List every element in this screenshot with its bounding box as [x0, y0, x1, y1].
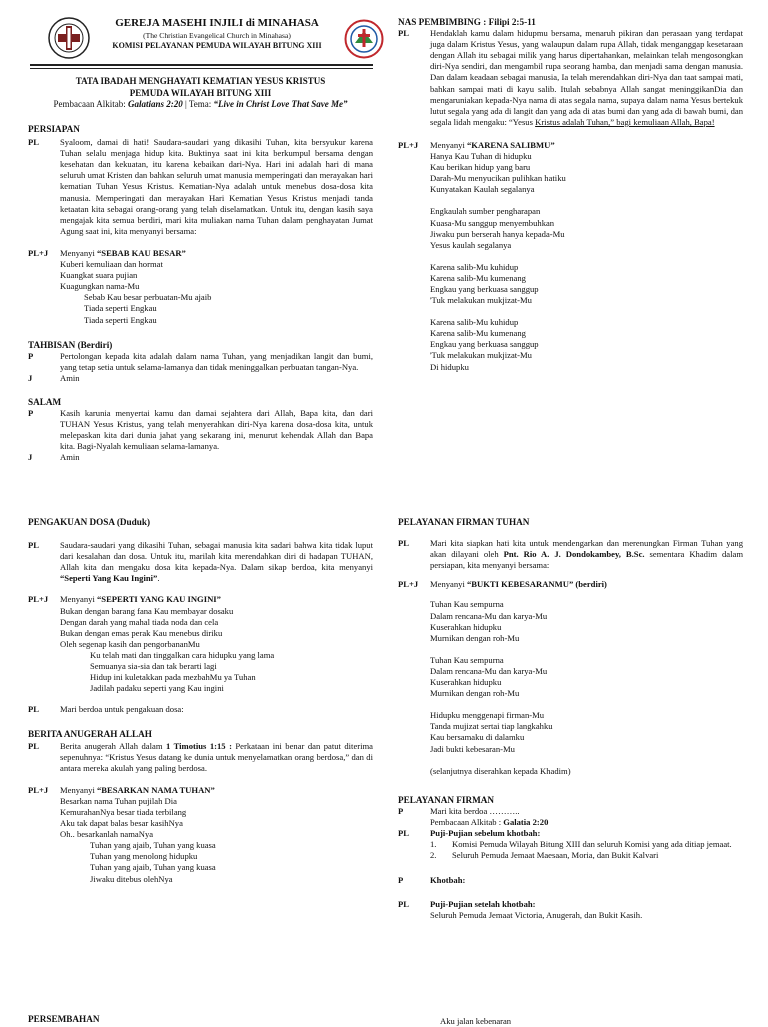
reading-and-theme: Pembacaan Alkitab: Galatians 2:20 | Tema: “Live in Christ Love That Save Me” [53, 99, 348, 109]
persiapan-paragraph: PL Syaloom, damai di hati! Saudara-saudari yang dikasihi Tuhan, kita bersyukur karena Tuhan selalu menjaga hidup kita. Buktinya saat ini kita berkumpul bersama dengan kesehatan dan kekuatan, itu karena kebaikan dari-Nya. Hari ini adalah hari di mana seluruh umat Kristen dan bahkan seluruh umat manusia memperingati dan merayakan hari kematian Tuhan Yesus Kristus. Kematian-Nya adalah untuk menebus dosa-dosa kita manusia. Memperingati dan merayakan Hari Kematian Yesus Kristus menjadi tanda ketaatan kita sebagai orang-orang yang telah diselamatkan. Untuk itu, dengan kasih saya mengajak kita semua berdiri, mari kita muliakan nama Tuhan dalam penghayatan Jumat Agung saat ini, kita menyanyi bersama: [28, 137, 373, 236]
tahbisan-p: P Pertolongan kepada kita adalah dalam nama Tuhan, yang menjadikan langit dan bumi, yang tetap setia untuk selama-lamanya dan tidak meninggalkan perbuatan tangan-Nya. [28, 350, 373, 372]
pujian-item-2: 2. Seluruh Pemuda Jemaat Maesaan, Moria, dan Bukit Kalvari [430, 850, 659, 861]
reading-reference: Galatians 2:20 [127, 99, 183, 109]
persembahan-partial: PERSEMBAHAN [28, 1014, 100, 1024]
song-sebab-kau-besar-heading: PL+J Menyanyi “SEBAB KAU BESAR” [28, 247, 186, 258]
pujian-setelah: PL Puji-Pujian setelah khotbah: [398, 899, 536, 910]
letterhead [28, 14, 373, 64]
berita-paragraph: PL Berita anugerah Allah dalam 1 Timotius 1:15 : Perkataan ini benar dan patut diterima sepenuhnya: “Kristus Yesus datang ke dunia untuk menyelamatkan orang berdosa,” dan di antara mereka akulah yang paling berdosa. [28, 740, 374, 773]
firman-paragraph: PL Mari kita siapkan hati kita untuk mendengarkan dan merenungkan Firman Tuhan yang akan dilayani oleh Pnt. Rio A. J. Dondokambey, B.Sc. sementara Khadim dalam persiapan, kita menyanyi bersama: [398, 538, 744, 571]
salam-j: J Amin [28, 452, 80, 463]
theme-text: “Live in Christ Love That Save Me” [213, 99, 348, 109]
right-column-bottom [398, 517, 743, 922]
commission-name: KOMISI PELAYANAN PEMUDA WILAYAH BITUNG XIII [112, 41, 322, 50]
nas-heading: NAS PEMBIMBING : Filipi 2:5-11 [398, 17, 536, 27]
nas-paragraph: PL Hendaklah kamu dalam hidupmu bersama, menaruh pikiran dan perasaan yang terdapat juga dalam Kristus Yesus, yang walaupun dalam rupa Allah, tidak menganggap kesetaraan dengan Allah itu sebagai milik yang harus dipertahankan, melainkan telah mengosongkan diri-Nya sendiri, dan mengambil rupa seorang hamba, dan menjadi sama dengan manusia. Dan dalam keadaan sebagai manusia, Ia telah merendahkan diri-Nya dan taat sampai mati, bahkan sampai mati di kayu salib. Itulah sebabnya Allah sangat meninggikanDia dan mengaruniakan kepada-Nya nama di atas segala nama, supaya dalam nama Yesus bertekuk lutut segala yang ada di langit dan yang ada di atas bumi dan yang ada di bawah bumi, dan segala lidah mengaku: “Yesus Kristus adalah Tuhan,” bagi kemuliaan Allah, Bapa! [398, 28, 743, 127]
firman-heading: PELAYANAN FIRMAN TUHAN [398, 517, 530, 527]
pengakuan-heading: PENGAKUAN DOSA (Duduk) [28, 517, 151, 527]
header-rule-thick [30, 64, 373, 66]
right-column-top [398, 17, 743, 373]
pujian-sebelum: PL Puji-Pujian sebelum khotbah: [398, 827, 541, 838]
song-besarkan-heading: PL+J Menyanyi “BESARKAN NAMA TUHAN” [28, 784, 215, 795]
pelayanan-firman-heading: PELAYANAN FIRMAN [398, 794, 495, 805]
letterhead-text [88, 17, 346, 50]
title-line-1: TATA IBADAH MENGHAYATI KEMATIAN YESUS KRISTUS [75, 76, 326, 86]
tahbisan-j: J Amin [28, 372, 80, 383]
pujian-item-1: 1. Komisi Pemuda Wilayah Bitung XIII dan seluruh Komisi yang ada ditiap jemaat. [430, 839, 732, 850]
song-karena-salibmu-lyrics: Hanya Kau Tuhan di hidupku Kau berikan hidup yang baru Darah-Mu menyucikan pulihkan hatiku Kunyatakan Kaulah segalanya Engkaulah sumber pengharapan Kuasa-Mu sanggup menyembuhkan Jiwaku pun berserah hanya kepada-Mu Yesus kaulah segalanya Karena salib-Mu kuhidup Karena salib-Mu kumenang Engkau yang berkuasa sanggup 'Tuk melakukan mukjizat-Mu Karena salib-Mu kuhidup Karena salib-Mu kumenang Engkau yang berkuasa sanggup 'Tuk melakukan mukjizat-Mu Di hidupku [430, 151, 566, 372]
title-line-2: PEMUDA WILAYAH BITUNG XIII [129, 87, 272, 98]
song-bukti-heading: PL+J Menyanyi “BUKTI KEBESARANMU” (berdiri) [398, 579, 607, 590]
song-karena-salibmu-heading: PL+J Menyanyi “KARENA SALIBMU” [398, 139, 555, 150]
song-sebab-kau-besar-lyrics: Kuberi kemuliaan dan hormat Kuangkat suara pujian Kuagungkan nama-Mu Sebab Kau besar perbuatan-Mu ajaib Tiada seperti Engkau Tiada seperti Engkau [60, 259, 212, 325]
church-name: GEREJA MASEHI INJILI di MINAHASA [115, 17, 319, 29]
tahbisan-heading: TAHBISAN (Berdiri) [28, 339, 113, 350]
song-seperti-lyrics: Bukan dengan barang fana Kau membayar dosaku Dengan darah yang mahal tiada noda dan cela Bukan dengan emas perak Kau menebus diriku Oleh segenap kasih dan pengorbananMu Ku telah mati dan tinggalkan cara hidupku yang lama Semuanya sia-sia dan tak berarti lagi Hidup ini kuletakkan pada mezbahMu ya Tuhan Jadilah padaku seperti yang Kau ingini [60, 605, 275, 694]
header-rule-thin [30, 68, 373, 69]
pelayanan-firman-p: P Mari kita berdoa ……….. Pembacaan Alkitab : Galatia 2:20 [398, 805, 549, 827]
liturgy-title [28, 76, 373, 111]
pengakuan-paragraph: PL Saudara-saudari yang dikasihi Tuhan, sebagai manusia kita sadari bahwa kita tidak luput dari kesalahan dan dosa. Untuk itu, marilah kita merendahkan diri di hadapan TUHAN, Allah kita dan mengaku dosa kita kepada-Nya. Dalam sikap berdoa, kita menyanyi “Seperti Yang Kau Ingini”. [28, 540, 373, 584]
bottom-partial-line: Aku jalan kebenaran [440, 1016, 512, 1026]
khotbah: P Khotbah: [398, 875, 466, 886]
salam-heading: SALAM [28, 396, 62, 407]
youth-commission-logo-icon [344, 19, 384, 59]
salam-p: P Kasih karunia menyertai kamu dan damai sejahtera dari Allah, Bapa kita, dan dari TUHAN Yesus Kristus, yang telah menyerahkan diri-Nya karena dosa-dosa kita, untuk melepaskan kita dari dunia jahat yang sekarang ini, menurut kehendak Allah dan Bapa kita. Bagi-Nyalah kemuliaan selama-lamanya. [28, 408, 373, 452]
berita-heading: BERITA ANUGERAH ALLAH [28, 729, 152, 740]
song-bukti-lyrics: Tuhan Kau sempurna Dalam rencana-Mu dan karya-Mu Kuserahkan hidupku Murnikan dengan roh-Mu Tuhan Kau sempurna Dalam rencana-Mu dan karya-Mu Kuserahkan hidupku Murnikan dengan roh-Mu Hidupku menggenapi firman-Mu Tanda mujizat sertai tiap langkahku Kau bersamaku di dalamku Jadi bukti kebesaran-Mu (selanjutnya diserahkan kepada Khadim) [430, 599, 571, 776]
doa-pengakuan: PL Mari berdoa untuk pengakuan dosa: [28, 704, 184, 715]
left-column-bottom [28, 517, 373, 885]
left-column-top [28, 124, 373, 464]
pujian-setelah-text: Seluruh Pemuda Jemaat Victoria, Anugerah, dan Bukit Kasih. [430, 910, 643, 921]
church-english-name: (The Christian Evangelical Church in Minahasa) [143, 31, 291, 40]
gmim-logo-icon [48, 17, 90, 59]
song-besarkan-lyrics: Besarkan nama Tuhan pujilah Dia KemurahanNya besar tiada terbilang Aku tak dapat balas besar kasihNya Oh.. besarkanlah namaNya Tuhan yang ajaib, Tuhan yang kuasa Tuhan yang menolong hidupku Tuhan yang ajaib, Tuhan yang kuasa Jiwaku ditebus olehNya [60, 795, 216, 884]
song-seperti-heading: PL+J Menyanyi “SEPERTI YANG KAU INGINI” [28, 594, 221, 605]
persiapan-heading: PERSIAPAN [28, 124, 80, 134]
